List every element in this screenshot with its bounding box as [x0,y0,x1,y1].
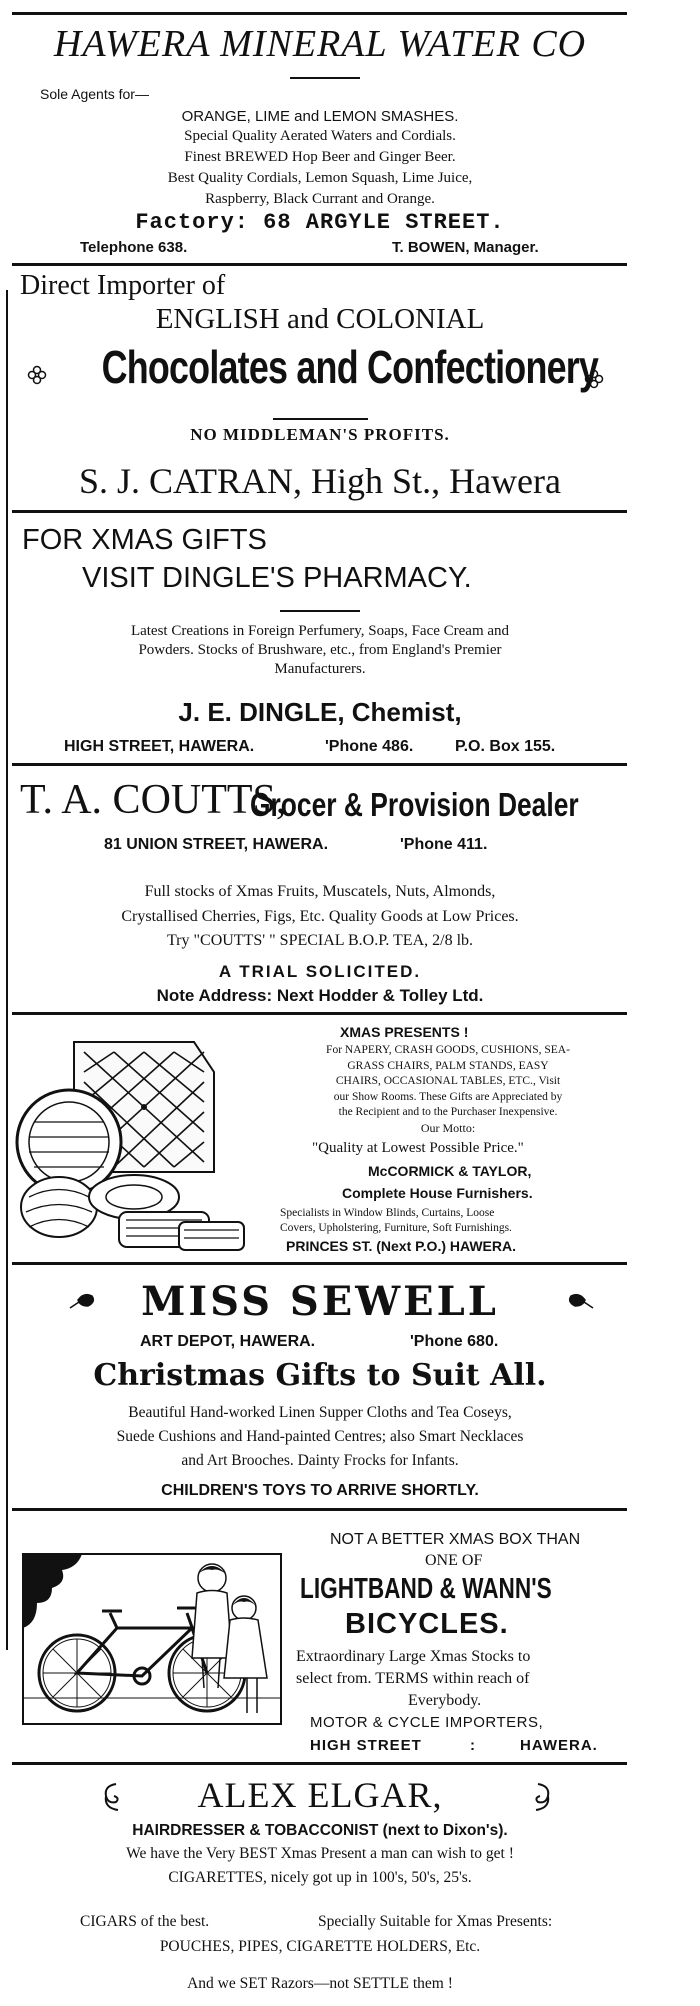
lightband-para-3: Everybody. [408,1692,482,1709]
sewell-toys: CHILDREN'S TOYS TO ARRIVE SHORTLY. [161,1482,479,1499]
catran-divider [273,418,368,420]
hawera-line-1: ORANGE, LIME and LEMON SMASHES. [181,108,459,125]
elgar-line-5: And we SET Razors—not SETTLE them ! [187,1975,453,1992]
hawera-line-3: Finest BREWED Hop Beer and Ginger Beer. [184,149,456,165]
mccormick-description [272,1043,624,1136]
lightband-para-2: select from. TERMS within reach of [296,1670,530,1687]
bicycle-illustration [22,1548,284,1728]
elgar-trade: HAIRDRESSER & TOBACCONIST (next to Dixon's). [132,1822,508,1839]
mccormick-specialists-1: Specialists in Window Blinds, Curtains, Loose [280,1207,495,1219]
sewell-para-1: Beautiful Hand-worked Linen Supper Cloths and Tea Coseys, [128,1404,512,1421]
mccormick-motto: "Quality at Lowest Possible Price." [312,1140,524,1156]
coutts-para-2: Crystallised Cherries, Figs, Etc. Quality Goods at Low Prices. [121,908,519,925]
rule-6 [12,1508,627,1511]
catran-name: S. J. CATRAN, High St., Hawera [79,461,561,501]
hawera-telephone: Telephone 638. [80,239,188,256]
mccormick-p1: For NAPERY, CRASH GOODS, CUSHIONS, SEA- [326,1044,570,1056]
coutts-trial: A TRIAL SOLICITED. [218,962,422,981]
lightband-name: LIGHTBAND & WANN'S [300,1573,552,1605]
hawera-divider [290,77,360,79]
dingle-para-3: Manufacturers. [274,661,366,677]
coutts-note: Note Address: Next Hodder & Tolley Ltd. [156,986,484,1005]
dingle-address: HIGH STREET, HAWERA. [64,738,255,755]
dingle-line-2: VISIT DINGLE'S PHARMACY. [82,562,472,594]
elgar-line-1: We have the Very BEST Xmas Present a man can wish to get ! [126,1845,514,1862]
coutts-para-1: Full stocks of Xmas Fruits, Muscatels, Nuts, Almonds, [144,883,496,900]
flower-ornament-left-icon [28,366,46,384]
lightband-para-1: Extraordinary Large Xmas Stocks to [296,1648,531,1665]
coutts-para-3: Try "COUTTS' " SPECIAL B.O.P. TEA, 2/8 lb. [166,932,474,949]
furniture-illustration [14,1032,264,1254]
hawera-line-5: Raspberry, Black Currant and Orange. [205,191,435,207]
elgar-line-3a: CIGARS of the best. [80,1913,210,1930]
flower-ornament-right-icon [585,370,603,388]
catran-line-1: Direct Importer of [20,270,226,301]
scroll-ornament-right-icon [532,1782,554,1812]
hawera-manager: T. BOWEN, Manager. [392,239,539,256]
elgar-line-4: POUCHES, PIPES, CIGARETTE HOLDERS, Etc. [159,1938,481,1955]
mccormick-trade: Complete House Furnishers. [342,1185,533,1201]
mccormick-specialists-2: Covers, Upholstering, Furniture, Soft Furnishings. [280,1222,512,1234]
coutts-trade: Grocer & Provision Dealer [250,786,579,823]
elgar-name: ALEX ELGAR, [197,1775,443,1815]
dingle-box: P.O. Box 155. [455,738,556,755]
lightband-separator: : [470,1737,475,1754]
catran-no-middleman: NO MIDDLEMAN'S PROFITS. [190,425,450,444]
dingle-para-1: Latest Creations in Foreign Perfumery, Soaps, Face Cream and [130,623,510,639]
mccormick-address: PRINCES ST. (Next P.O.) HAWERA. [286,1238,517,1254]
rule-5 [12,1262,627,1265]
rule-2 [12,510,627,513]
sewell-para-2: Suede Cushions and Hand-painted Centres; also Smart Necklaces [116,1428,524,1445]
top-rule [12,12,627,15]
sewell-headline: Christmas Gifts to Suit All. [93,1358,547,1393]
lightband-line-2: ONE OF [425,1552,483,1569]
mccormick-p5: the Recipient and to the Purchaser Inexpensive. [338,1106,558,1118]
coutts-address: 81 UNION STREET, HAWERA. [104,836,329,853]
sewell-name: MISS SEWELL [141,1278,499,1325]
rule-7 [12,1762,627,1765]
hawera-sole-agents: Sole Agents for— [40,86,149,102]
coutts-phone: 'Phone 411. [400,836,488,853]
rose-ornament-right-icon [565,1290,595,1312]
catran-headline: Chocolates and Confectionery [101,341,599,393]
mccormick-p3: CHAIRS, OCCASIONAL TABLES, ETC., Visit [335,1075,561,1087]
lightband-street: HIGH STREET [310,1737,422,1754]
dingle-phone: 'Phone 486. [325,738,414,755]
dingle-line-1: FOR XMAS GIFTS [22,524,267,556]
hawera-title: HAWERA MINERAL WATER CO [53,23,587,65]
catran-line-2: ENGLISH and COLONIAL [155,303,485,335]
rule-4 [12,1012,627,1015]
mccormick-p4: our Show Rooms. These Gifts are Appreciated by [333,1090,563,1103]
mccormick-heading: XMAS PRESENTS ! [340,1024,469,1040]
sewell-depot: ART DEPOT, HAWERA. [140,1333,316,1350]
dingle-para-2: Powders. Stocks of Brushware, etc., from England's Premier [138,642,502,658]
hawera-line-4: Best Quality Cordials, Lemon Squash, Lime Juice, [167,170,473,186]
hawera-line-2: Special Quality Aerated Waters and Cordials. [184,128,456,144]
lightband-product: BICYCLES. [345,1608,509,1640]
rule-3 [12,763,627,766]
elgar-line-3b: Specially Suitable for Xmas Presents: [318,1913,553,1930]
elgar-line-2: CIGARETTES, nicely got up in 100's, 50's, 25's. [168,1869,472,1886]
lightband-importers: MOTOR & CYCLE IMPORTERS, [310,1714,544,1731]
mccormick-p2: GRASS CHAIRS, PALM STANDS, EASY [347,1059,549,1072]
mccormick-name: McCORMICK & TAYLOR, [368,1163,532,1179]
hawera-factory: Factory: 68 ARGYLE STREET. [135,210,505,235]
dingle-divider [280,610,360,612]
coutts-name: T. A. COUTTS, [20,777,287,823]
mccormick-motto-label: Our Motto: [420,1120,476,1135]
lightband-town: HAWERA. [520,1737,598,1754]
rule-1 [12,263,627,266]
sewell-phone: 'Phone 680. [410,1333,499,1350]
lightband-line-1: NOT A BETTER XMAS BOX THAN [330,1531,581,1548]
dingle-name: J. E. DINGLE, Chemist, [178,697,462,727]
sewell-para-3: and Art Brooches. Dainty Frocks for Infants. [181,1452,459,1469]
